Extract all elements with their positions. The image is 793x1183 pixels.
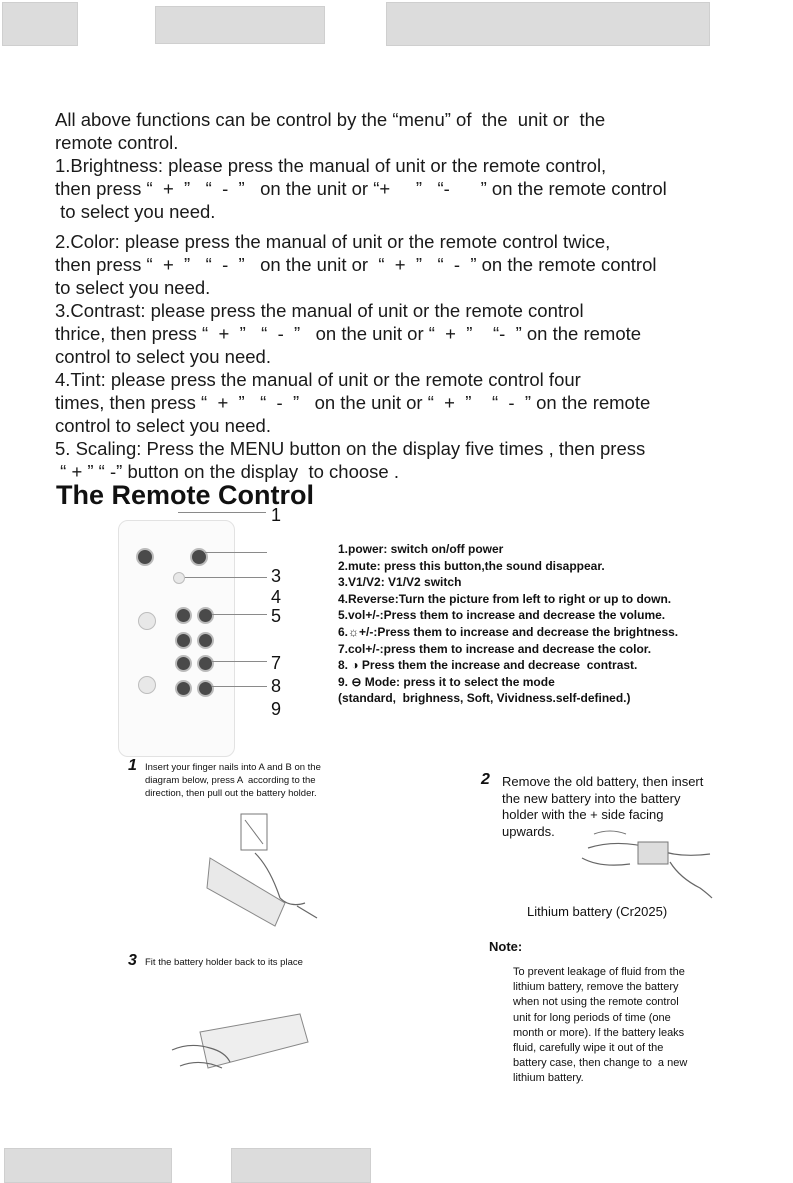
battery-caption: Lithium battery (Cr2025)	[527, 904, 668, 919]
header-bar-right	[386, 2, 710, 46]
callout-number: 1	[271, 505, 282, 525]
callout-number: 8	[271, 676, 282, 696]
callout-line-7	[212, 661, 267, 662]
contrast-minus-icon	[175, 680, 192, 697]
v1v2-button-icon	[173, 572, 185, 584]
step-3-text: Fit the battery holder back to its place	[145, 957, 303, 968]
remote-legend: 1.power: switch on/off power 2.mute: press this button,the sound disappear. 3.V1/V2: V1/V2 switch 4.Reverse:Turn the picture from left to right or up to down. 5.vol+/-:Press them to increase and decrease the volume. 6.☼+/-:Press them to increase and decrease the brightness. 7.col+/-:press them to increase and decrease the color. 8. ◑ Press them the increase and decrease contrast. 9. ⊖ Mode: press it to select the mode (standard, brighness, Soft, Vividness.self-defined.)	[338, 542, 679, 706]
header-bar-left	[2, 2, 78, 46]
step-number: 1	[128, 757, 137, 774]
callout-number: 4	[271, 587, 282, 607]
note-label: Note:	[489, 939, 523, 954]
step-number: 3	[128, 952, 137, 969]
brightness-minus-icon	[175, 632, 192, 649]
color-plus-icon	[197, 655, 214, 672]
contrast-plus-icon	[197, 680, 214, 697]
callout-line-8	[212, 686, 267, 687]
callout-line-3	[205, 552, 267, 553]
mute-button-icon	[190, 548, 208, 566]
header-bar-middle	[155, 6, 325, 44]
note-text: To prevent leakage of fluid from the lithium battery, remove the battery when not using the remote control unit for long periods of time (one month or more). If the battery leaks fluid, carefully wipe it out of the battery case, then change to a new lithium battery.	[513, 966, 688, 1085]
step-number: 2	[481, 771, 490, 788]
callout-line-4	[185, 577, 267, 578]
step-1-text: Insert your finger nails into A and B on the diagram below, press A according to the direction, then pull out the battery holder.	[145, 762, 321, 799]
callout-line-1	[178, 512, 266, 513]
footer-bar-left	[4, 1148, 172, 1183]
brightness-plus-icon	[197, 632, 214, 649]
callout-number: 3	[271, 566, 282, 586]
intro-paragraph-2: 2.Color: please press the manual of unit or the remote control twice, then press “ + ” “ - ” on the unit or “ + ” “ - ” on the remote control to select you need. 3.Contrast: please press the manual of unit or the remote control thrice, then press “ + ” “ - ” on the unit or “ + ” “- ” on the remote control to select you need. 4.Tint: please press the manual of unit or the remote control four times, then press “ + ” “ - ” on the unit or “ + ” “ - ” on the remote control to select you need. 5. Scaling: Press the MENU button on the display five times , then press “ + ” “ -” button on the display to choose .	[55, 231, 657, 482]
remove-battery-holder-illustration	[205, 808, 325, 928]
callout-number: 9	[271, 699, 282, 719]
power-button-icon	[136, 548, 154, 566]
mode-button-icon	[138, 676, 156, 694]
intro-paragraph-1: All above functions can be control by the “menu” of the unit or the remote control. 1.Brightness: please press the manual of unit or the remote control, then press “ + ” “ - ” on the unit or “+ ” “- ” on the remote control to select you need.	[55, 109, 667, 222]
vol-minus-icon	[175, 607, 192, 624]
vol-plus-icon	[197, 607, 214, 624]
reverse-button-icon	[138, 612, 156, 630]
callout-number: 5	[271, 606, 282, 626]
step-2-text: Remove the old battery, then insert the new battery into the battery holder with the + side facing upwards.	[502, 774, 704, 839]
insert-battery-illustration	[580, 828, 720, 900]
section-title: The Remote Control	[56, 480, 315, 510]
callout-line-5	[212, 614, 267, 615]
footer-bar-right	[231, 1148, 371, 1183]
callout-number: 7	[271, 653, 282, 673]
refit-battery-holder-illustration	[170, 1012, 310, 1076]
color-minus-icon	[175, 655, 192, 672]
